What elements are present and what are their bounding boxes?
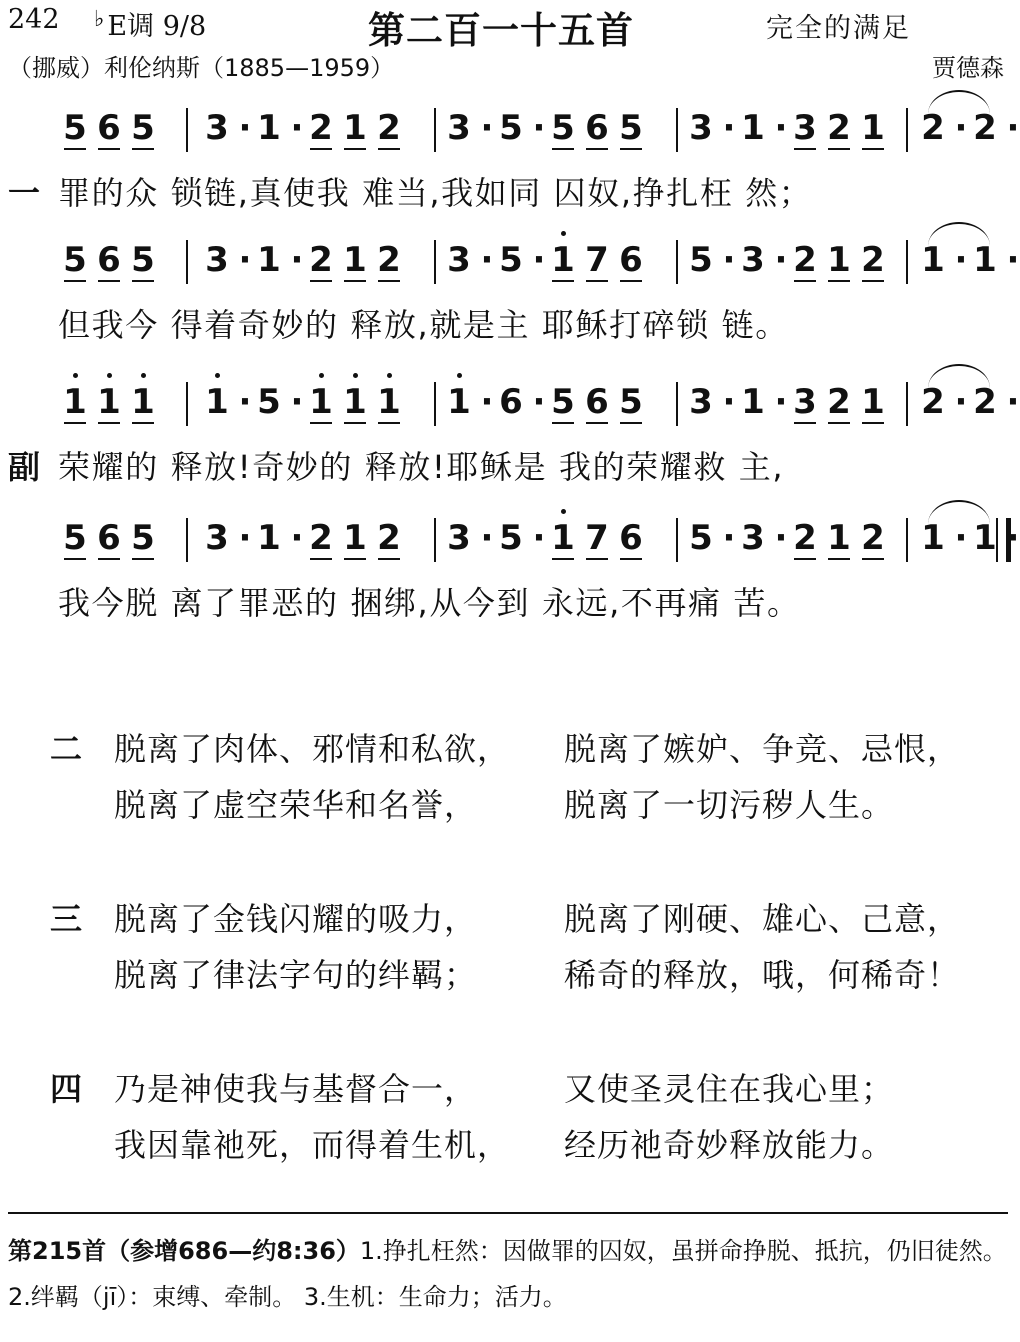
- note: 1: [257, 518, 281, 558]
- high-octave-dot: [387, 373, 392, 378]
- note: 1: [257, 108, 281, 148]
- duration-dot: ·: [1006, 240, 1020, 280]
- lyric-row: [0, 578, 1014, 622]
- underline-beam: [310, 558, 332, 560]
- tie-arc: [928, 364, 990, 388]
- underline-beam: [64, 422, 86, 424]
- underline-beam: [794, 148, 816, 150]
- note: 6: [97, 518, 121, 558]
- note: 5: [619, 382, 643, 422]
- underline-beam: [586, 422, 608, 424]
- verse-line: 脱离了嫉妒、争竞、忌恨，: [564, 730, 961, 768]
- note: 3: [205, 240, 229, 280]
- bar-line: [906, 518, 912, 562]
- note: 3: [741, 240, 765, 280]
- duration-dot: ·: [532, 518, 546, 558]
- note: 5: [257, 382, 281, 422]
- bar-line: [434, 382, 440, 426]
- note: 3: [793, 108, 817, 148]
- underline-beam: [344, 280, 366, 282]
- duration-dot: ·: [722, 382, 736, 422]
- lyric-row: [0, 168, 1014, 212]
- note: 5: [63, 240, 87, 280]
- time-signature: 9/8: [162, 11, 207, 42]
- duration-dot: ·: [480, 518, 494, 558]
- duration-dot: ·: [1006, 382, 1020, 422]
- underline-beam: [828, 422, 850, 424]
- note: 1: [827, 240, 851, 280]
- underline-beam: [98, 280, 120, 282]
- high-octave-dot: [107, 373, 112, 378]
- key-signature: [94, 4, 206, 43]
- bar-line: [186, 518, 192, 562]
- duration-dot: ·: [954, 240, 968, 280]
- note: 1: [342, 382, 368, 422]
- underline-beam: [378, 148, 400, 150]
- composer-credit: （挪威）利伦纳斯（1885—1959）: [8, 54, 395, 82]
- underline-beam: [862, 422, 884, 424]
- high-octave-dot: [561, 509, 566, 514]
- underline-beam: [132, 280, 154, 282]
- underline-beam: [132, 422, 154, 424]
- note: 1: [257, 240, 281, 280]
- verse-line: 脱离了肉体、邪情和私欲，: [114, 730, 511, 768]
- lyric-line: 荣耀的 释放!奇妙的 释放!耶稣是 我的荣耀救 主,: [58, 448, 785, 486]
- note: 1: [204, 382, 230, 422]
- high-octave-dot: [457, 373, 462, 378]
- verse-line: 脱离了虚空荣华和名誉，: [114, 786, 478, 824]
- underline-beam: [552, 148, 574, 150]
- underline-beam: [862, 280, 884, 282]
- underline-beam: [378, 558, 400, 560]
- note: 1: [973, 240, 997, 280]
- note: 1: [827, 518, 851, 558]
- note: 5: [551, 382, 575, 422]
- verse-line: 乃是神使我与基督合一，: [114, 1070, 478, 1108]
- note: 5: [499, 108, 523, 148]
- underline-beam: [98, 422, 120, 424]
- underline-beam: [378, 422, 400, 424]
- underline-beam: [378, 280, 400, 282]
- underline-beam: [310, 148, 332, 150]
- duration-dot: ·: [480, 240, 494, 280]
- underline-beam: [344, 148, 366, 150]
- high-octave-dot: [353, 373, 358, 378]
- note: 1: [308, 382, 334, 422]
- note: 6: [619, 518, 643, 558]
- note: 1: [973, 518, 997, 558]
- stanza-label: 一: [8, 174, 41, 212]
- duration-dot: ·: [238, 240, 252, 280]
- duration-dot: ·: [290, 518, 304, 558]
- underline-beam: [620, 558, 642, 560]
- lyric-row: [0, 300, 1014, 344]
- lyric-row: [0, 442, 1014, 486]
- note: 2: [793, 240, 817, 280]
- note: 2: [921, 382, 945, 422]
- duration-dot: ·: [238, 108, 252, 148]
- note: 1: [741, 382, 765, 422]
- bar-line: [906, 382, 912, 426]
- note: 5: [499, 240, 523, 280]
- underline-beam: [620, 280, 642, 282]
- duration-dot: ·: [290, 240, 304, 280]
- note: 2: [861, 518, 885, 558]
- verse-number: 三: [50, 900, 83, 938]
- note: 1: [343, 240, 367, 280]
- note: 6: [619, 240, 643, 280]
- duration-dot: ·: [480, 382, 494, 422]
- duration-dot: ·: [1006, 108, 1020, 148]
- duration-dot: ·: [290, 382, 304, 422]
- bar-line: [906, 240, 912, 284]
- lyric-line: 但我今 得着奇妙的 释放,就是主 耶稣打碎锁 链。: [58, 306, 789, 344]
- underline-beam: [862, 148, 884, 150]
- lyric-line: 罪的众 锁链,真使我 难当,我如同 囚奴,挣扎枉 然；: [58, 174, 813, 212]
- note: 7: [585, 240, 609, 280]
- bar-line: [676, 382, 682, 426]
- stanza-label: 副: [8, 448, 41, 486]
- note: 1: [550, 240, 576, 280]
- lyricist-credit: 贾德森: [932, 54, 1004, 82]
- note: 3: [689, 108, 713, 148]
- note: 2: [309, 240, 333, 280]
- underline-beam: [552, 558, 574, 560]
- lyric-line: 我今脱 离了罪恶的 捆绑,从今到 永远,不再痛 苦。: [58, 584, 801, 622]
- note: 2: [973, 108, 997, 148]
- underline-beam: [64, 280, 86, 282]
- note: 1: [343, 518, 367, 558]
- note: 2: [377, 108, 401, 148]
- note: 6: [499, 382, 523, 422]
- note: 1: [741, 108, 765, 148]
- underline-beam: [862, 558, 884, 560]
- tie-arc: [928, 90, 990, 114]
- note: 5: [619, 108, 643, 148]
- note: 5: [63, 108, 87, 148]
- note: 1: [861, 382, 885, 422]
- underline-beam: [64, 148, 86, 150]
- note: 2: [973, 382, 997, 422]
- flat-sign-icon: ♭: [94, 7, 105, 32]
- note: 1: [96, 382, 122, 422]
- underline-beam: [344, 558, 366, 560]
- underline-beam: [828, 558, 850, 560]
- underline-beam: [828, 280, 850, 282]
- underline-beam: [344, 422, 366, 424]
- note: 5: [689, 518, 713, 558]
- note: 3: [447, 108, 471, 148]
- note: 1: [921, 518, 945, 558]
- bar-line: [434, 108, 440, 152]
- underline-beam: [552, 422, 574, 424]
- underline-beam: [64, 558, 86, 560]
- duration-dot: ·: [238, 518, 252, 558]
- duration-dot: ·: [954, 108, 968, 148]
- note: 1: [62, 382, 88, 422]
- footnote-text: 1.挣扎枉然：因做罪的囚奴，虽拼命挣脱、抵抗，仍旧徒然。 2.绊羁（jī）：束缚、牵制。 3.生机：生命力；活力。: [8, 1237, 1007, 1311]
- note: 5: [131, 518, 155, 558]
- note: 5: [131, 108, 155, 148]
- underline-beam: [620, 422, 642, 424]
- note: 3: [205, 108, 229, 148]
- note: 6: [585, 108, 609, 148]
- verse-line: 脱离了律法字句的绊羁；: [114, 956, 478, 994]
- note: 2: [921, 108, 945, 148]
- underline-beam: [586, 148, 608, 150]
- note: 3: [793, 382, 817, 422]
- key-name: E调: [107, 11, 155, 42]
- verse-line: 我因靠祂死，而得着生机，: [114, 1126, 511, 1164]
- note: 3: [689, 382, 713, 422]
- note: 3: [447, 518, 471, 558]
- note: 5: [131, 240, 155, 280]
- bar-line: [676, 108, 682, 152]
- note: 6: [97, 240, 121, 280]
- duration-dot: ·: [774, 108, 788, 148]
- duration-dot: ·: [1006, 518, 1020, 558]
- note: 3: [447, 240, 471, 280]
- note: 1: [550, 518, 576, 558]
- bar-line: [676, 518, 682, 562]
- high-octave-dot: [73, 373, 78, 378]
- duration-dot: ·: [722, 518, 736, 558]
- duration-dot: ·: [722, 108, 736, 148]
- bar-line: [186, 240, 192, 284]
- duration-dot: ·: [290, 108, 304, 148]
- note: 5: [551, 108, 575, 148]
- note: 5: [499, 518, 523, 558]
- note: 2: [827, 108, 851, 148]
- verse-number: 四: [50, 1070, 83, 1108]
- note: 1: [130, 382, 156, 422]
- note: 2: [793, 518, 817, 558]
- duration-dot: ·: [774, 240, 788, 280]
- bar-line: [676, 240, 682, 284]
- high-octave-dot: [141, 373, 146, 378]
- duration-dot: ·: [774, 382, 788, 422]
- underline-beam: [98, 558, 120, 560]
- duration-dot: ·: [532, 240, 546, 280]
- note: 1: [376, 382, 402, 422]
- bar-line: [906, 108, 912, 152]
- footnote-divider: [8, 1212, 1008, 1214]
- underline-beam: [98, 148, 120, 150]
- duration-dot: ·: [532, 382, 546, 422]
- footnote-heading: 第215首（参增686—约8:36）: [8, 1237, 360, 1265]
- high-octave-dot: [215, 373, 220, 378]
- note: 1: [921, 240, 945, 280]
- underline-beam: [586, 280, 608, 282]
- underline-beam: [310, 280, 332, 282]
- duration-dot: ·: [238, 382, 252, 422]
- tie-arc: [928, 500, 990, 524]
- underline-beam: [794, 422, 816, 424]
- bar-line: [434, 518, 440, 562]
- notation-row: [0, 108, 1020, 168]
- duration-dot: ·: [532, 108, 546, 148]
- notation-row: [0, 382, 1020, 442]
- note: 2: [309, 518, 333, 558]
- underline-beam: [794, 280, 816, 282]
- notation-row: [0, 240, 1020, 300]
- note: 2: [861, 240, 885, 280]
- high-octave-dot: [561, 231, 566, 236]
- bar-line: [186, 108, 192, 152]
- note: 1: [861, 108, 885, 148]
- note: 1: [343, 108, 367, 148]
- underline-beam: [586, 558, 608, 560]
- verse-number: 二: [50, 730, 83, 768]
- bar-line: [434, 240, 440, 284]
- note: 2: [377, 240, 401, 280]
- hymn-subtitle: 完全的满足: [766, 13, 911, 44]
- note: 2: [309, 108, 333, 148]
- hymn-title: 第二百一十五首: [368, 9, 634, 52]
- note: 2: [827, 382, 851, 422]
- note: 6: [97, 108, 121, 148]
- note: 3: [205, 518, 229, 558]
- verse-line: 稀奇的释放，哦，何稀奇！: [564, 956, 961, 994]
- underline-beam: [552, 280, 574, 282]
- underline-beam: [620, 148, 642, 150]
- verse-line: 脱离了一切污秽人生。: [564, 786, 895, 824]
- footnote: [8, 1228, 1008, 1320]
- underline-beam: [310, 422, 332, 424]
- note: 7: [585, 518, 609, 558]
- note: 3: [741, 518, 765, 558]
- underline-beam: [132, 558, 154, 560]
- underline-beam: [794, 558, 816, 560]
- duration-dot: ·: [722, 240, 736, 280]
- page-number: 242: [8, 4, 60, 35]
- note: 6: [585, 382, 609, 422]
- notation-row: [0, 518, 1020, 578]
- note: 5: [63, 518, 87, 558]
- high-octave-dot: [319, 373, 324, 378]
- tie-arc: [928, 222, 990, 246]
- underline-beam: [828, 148, 850, 150]
- final-bar-line: [996, 518, 1011, 562]
- verse-line: 经历祂奇妙释放能力。: [564, 1126, 895, 1164]
- duration-dot: ·: [954, 518, 968, 558]
- verse-line: 脱离了金钱闪耀的吸力，: [114, 900, 478, 938]
- duration-dot: ·: [480, 108, 494, 148]
- bar-line: [186, 382, 192, 426]
- duration-dot: ·: [954, 382, 968, 422]
- underline-beam: [132, 148, 154, 150]
- verse-line: 脱离了刚硬、雄心、己意，: [564, 900, 961, 938]
- duration-dot: ·: [774, 518, 788, 558]
- note: 2: [377, 518, 401, 558]
- verse-line: 又使圣灵住在我心里；: [564, 1070, 895, 1108]
- note: 5: [689, 240, 713, 280]
- note: 1: [446, 382, 472, 422]
